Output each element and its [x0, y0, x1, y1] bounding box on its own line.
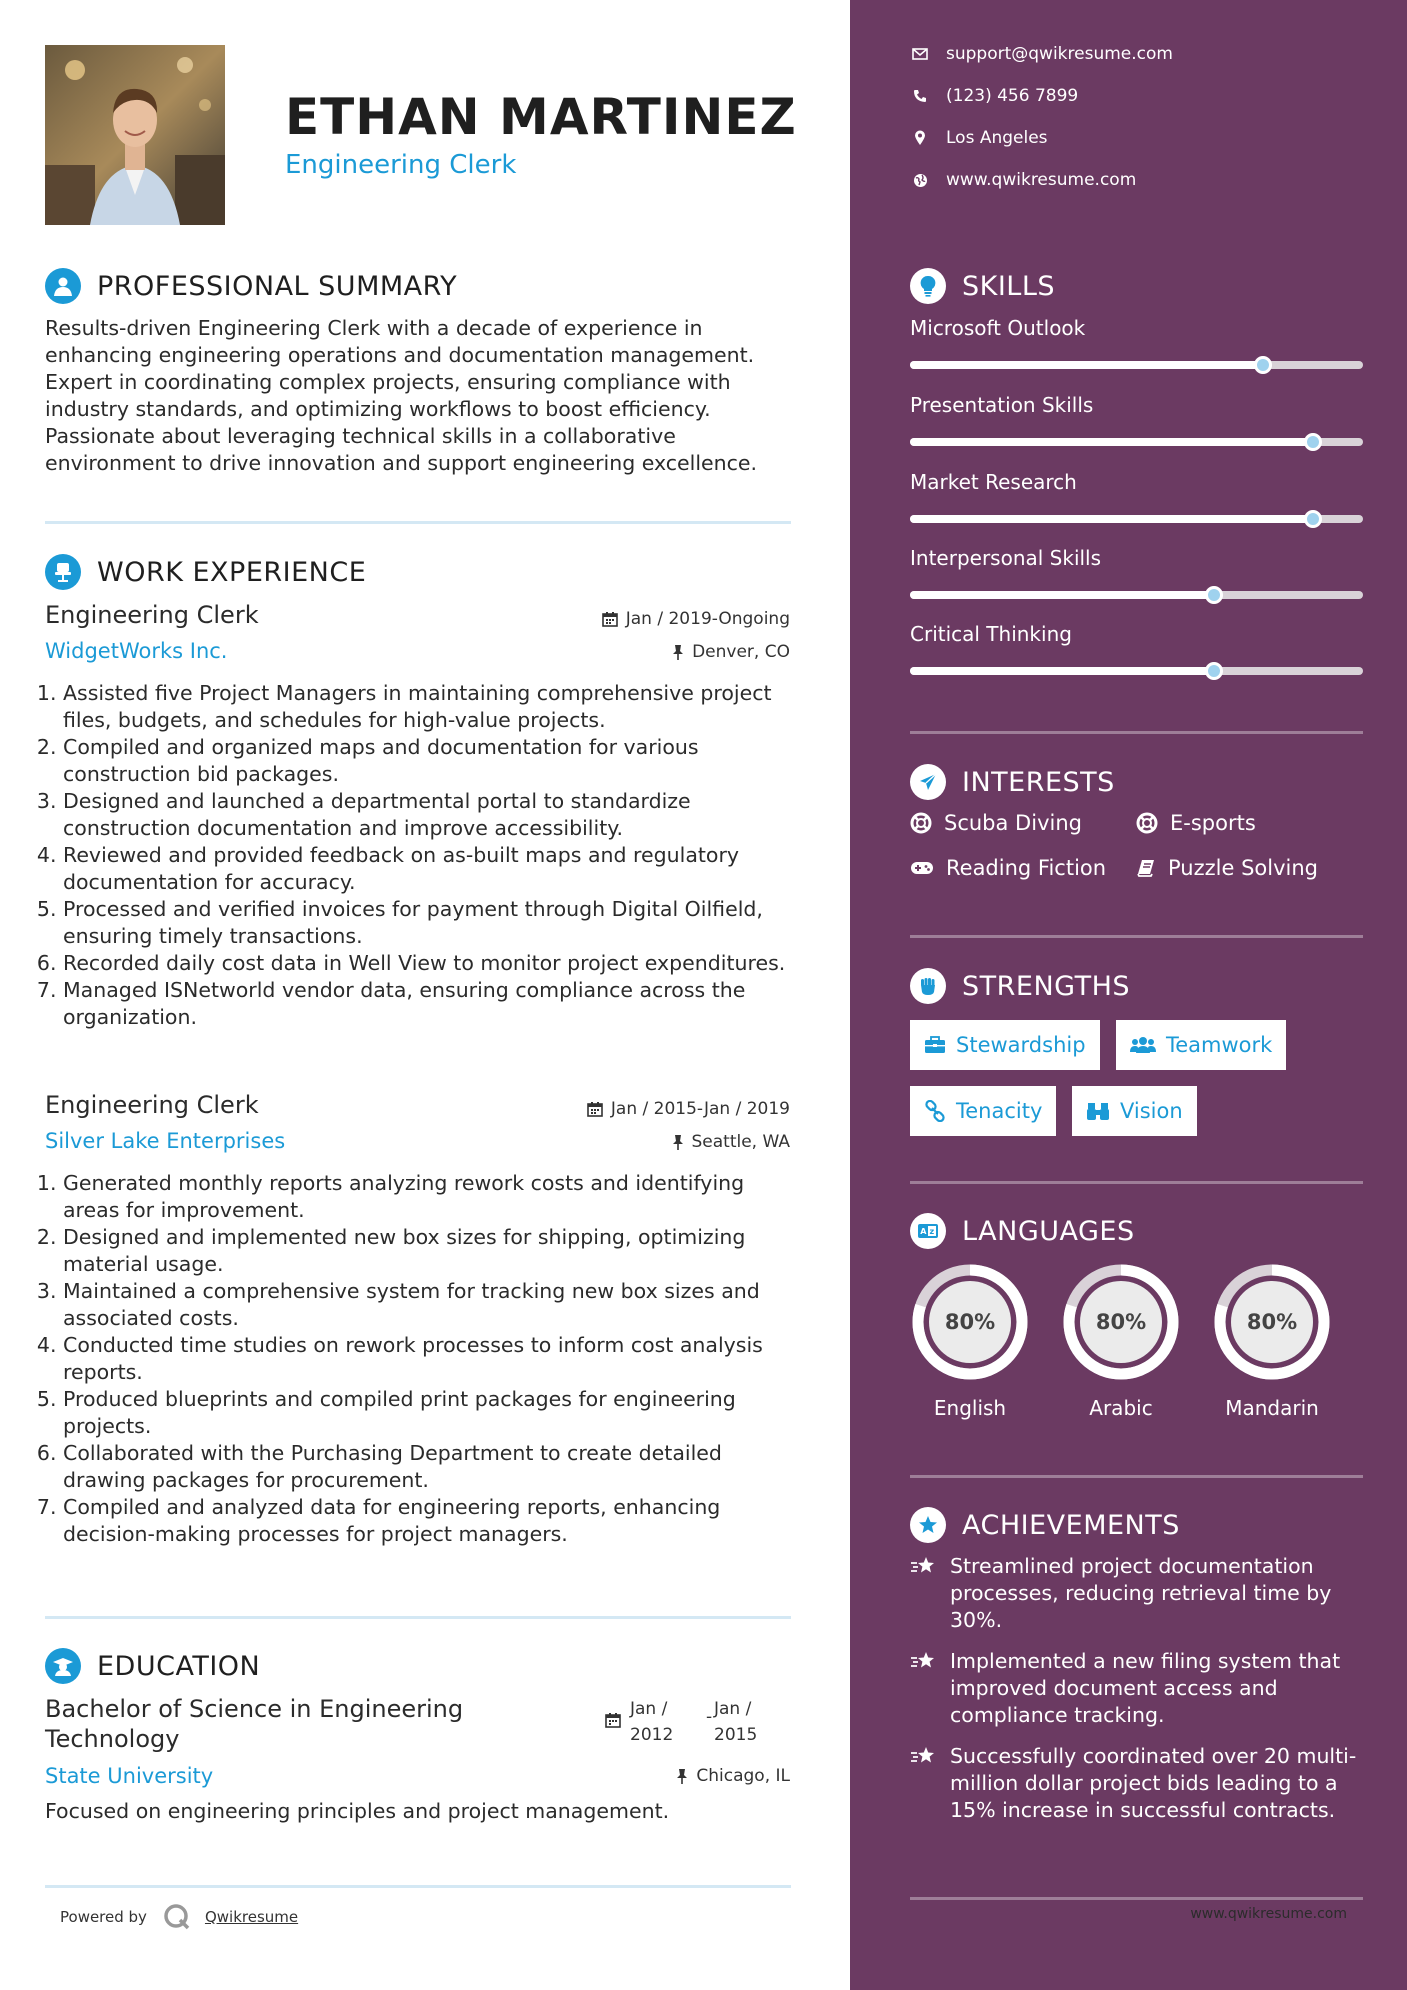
list-item: 4. Reviewed and provided feedback on as-built maps and regulatory documentation for accuracy.: [63, 842, 795, 896]
language-ring: [1061, 1262, 1181, 1382]
education-start-month: Jan /: [630, 1699, 668, 1719]
skills-title: SKILLS: [962, 270, 1056, 302]
summary-title: PROFESSIONAL SUMMARY: [97, 270, 458, 302]
achievements-heading: [910, 1507, 1180, 1543]
binoculars-icon: [1086, 1101, 1110, 1121]
calendar-icon: [605, 1712, 621, 1732]
job-1-bullets: [45, 680, 795, 1031]
skill-label: Critical Thinking: [910, 622, 1072, 646]
life-ring-icon: [910, 812, 932, 834]
contact-email[interactable]: [910, 44, 1173, 64]
interest-label: Reading Fiction: [946, 856, 1107, 880]
interest-item: [1136, 811, 1256, 835]
skill-fill: [910, 438, 1313, 446]
pin-icon: [676, 1768, 688, 1784]
list-item: 1. Generated monthly reports analyzing rework costs and identifying areas for improvement.: [63, 1170, 795, 1224]
contact-phone-text: (123) 456 7899: [946, 86, 1079, 106]
interest-label: E-sports: [1170, 811, 1256, 835]
divider: [910, 1181, 1363, 1184]
user-icon: [45, 268, 81, 304]
pin-icon: [672, 1134, 684, 1150]
contact-email-text: support@qwikresume.com: [946, 44, 1173, 64]
job-1-dates: [602, 609, 790, 629]
achievement-item: [910, 1553, 1370, 1634]
sidebar: [850, 0, 1407, 1990]
job-2-location-text: Seattle, WA: [691, 1132, 790, 1152]
shooting-star-icon: [910, 1555, 936, 1577]
strength-label: Vision: [1120, 1099, 1183, 1123]
job-1-company: WidgetWorks Inc.: [45, 639, 228, 663]
language-percent: 80%: [944, 1310, 996, 1334]
job-1-title: Engineering Clerk: [45, 601, 259, 629]
job-2-bullets: [45, 1170, 795, 1548]
shooting-star-icon: [910, 1650, 936, 1672]
translate-icon: [910, 1213, 946, 1249]
strength-label: Tenacity: [956, 1099, 1043, 1123]
education-end-year: 2015: [714, 1725, 758, 1745]
strengths-title: STRENGTHS: [962, 970, 1131, 1002]
strength-chip: [910, 1086, 1056, 1136]
job-2-title: Engineering Clerk: [45, 1091, 259, 1119]
education-end-date: [714, 1696, 757, 1748]
skills-heading: [910, 268, 1055, 304]
calendar-icon: [602, 611, 618, 627]
skill-label: Interpersonal Skills: [910, 546, 1102, 570]
language-label: Mandarin: [1225, 1396, 1319, 1420]
chair-icon: [45, 554, 81, 590]
skill-bar: [910, 438, 1363, 446]
briefcase-icon: [924, 1036, 946, 1054]
list-item: 4. Conducted time studies on rework processes to inform cost analysis reports.: [63, 1332, 795, 1386]
job-1-location-text: Denver, CO: [692, 642, 790, 662]
lightbulb-icon: [910, 268, 946, 304]
qwikresume-logo-icon: [163, 1903, 191, 1931]
language-percent: 80%: [1246, 1310, 1298, 1334]
interest-item: [910, 856, 1106, 880]
skill-knob: [1205, 662, 1223, 680]
job-1-location: [672, 642, 790, 662]
link-icon: [924, 1100, 946, 1122]
divider: [45, 1885, 791, 1888]
list-item: 2. Compiled and organized maps and documentation for various construction bid packages.: [63, 734, 795, 788]
footer-site[interactable]: www.qwikresume.com: [1190, 1906, 1347, 1922]
divider: [45, 521, 791, 524]
powered-by-label: Powered by: [60, 1908, 147, 1926]
contact-phone[interactable]: [910, 86, 1078, 106]
job-1-dates-text: Jan / 2019-Ongoing: [625, 609, 790, 629]
list-item: 6. Recorded daily cost data in Well View to monitor project expenditures.: [63, 950, 795, 977]
achievement-text: Streamlined project documentation processes, reducing retrieval time by 30%.: [950, 1554, 1332, 1632]
paper-plane-icon: [910, 764, 946, 800]
strength-chip: [910, 1020, 1100, 1070]
job-2-company: Silver Lake Enterprises: [45, 1129, 286, 1153]
svg-text:A: A: [920, 1227, 927, 1236]
skill-bar: [910, 515, 1363, 523]
interest-item: [1136, 856, 1318, 880]
interests-heading: [910, 764, 1115, 800]
experience-heading: [45, 554, 366, 590]
powered-by: [60, 1903, 298, 1931]
contact-website[interactable]: [910, 170, 1136, 190]
skill-fill: [910, 667, 1214, 675]
list-item: 5. Processed and verified invoices for payment through Digital Oilfield, ensuring timely transactions.: [63, 896, 795, 950]
skill-label: Market Research: [910, 470, 1077, 494]
life-ring-icon: [1136, 812, 1158, 834]
skill-knob: [1254, 356, 1272, 374]
graduate-icon: [45, 1648, 81, 1684]
strength-chip: [1072, 1086, 1197, 1136]
job-2-dates: [587, 1099, 790, 1119]
summary-text: Results-driven Engineering Clerk with a decade of experience in enhancing engineering operations and documentation management. Expert in coordinating complex projects, ensuring compliance with industry standards, and optimizing workflows to boost efficiency. Passionate about leveraging technical skills in a collaborative environment to drive innovation and support engineering excellence.: [45, 316, 758, 475]
education-location-text: Chicago, IL: [696, 1766, 790, 1786]
skill-label: Microsoft Outlook: [910, 316, 1086, 340]
education-degree: Bachelor of Science in Engineering Technology: [45, 1695, 464, 1753]
list-item: 1. Assisted five Project Managers in maintaining comprehensive project files, budgets, and schedules for high-value projects.: [63, 680, 795, 734]
fist-icon: [910, 968, 946, 1004]
education-start-date: [630, 1696, 673, 1748]
phone-icon: [913, 89, 927, 103]
list-item: 2. Designed and implemented new box sizes for shipping, optimizing material usage.: [63, 1224, 795, 1278]
skill-bar: [910, 591, 1363, 599]
gamepad-icon: [910, 860, 934, 876]
divider: [45, 1616, 791, 1619]
shooting-star-icon: [910, 1745, 936, 1767]
candidate-name: ETHAN MARTINEZ: [285, 88, 797, 146]
experience-title: WORK EXPERIENCE: [97, 556, 367, 588]
book-icon: [1136, 858, 1156, 878]
globe-icon: [913, 173, 928, 188]
achievement-text: Successfully coordinated over 20 multi-million dollar project bids leading to a 15% increase in successful contracts.: [950, 1744, 1357, 1822]
language-ring: [910, 1262, 1030, 1382]
divider: [910, 731, 1363, 734]
languages-title: LANGUAGES: [962, 1215, 1135, 1247]
education-title: EDUCATION: [97, 1650, 261, 1682]
star-badge-icon: [910, 1507, 946, 1543]
divider: [910, 935, 1363, 938]
job-2-location: [672, 1132, 791, 1152]
strength-label: Teamwork: [1166, 1033, 1273, 1057]
interest-label: Puzzle Solving: [1168, 856, 1318, 880]
divider: [910, 1897, 1363, 1900]
contact-location: [910, 128, 1048, 148]
language-ring: [1212, 1262, 1332, 1382]
education-end-month: Jan /: [714, 1699, 752, 1719]
candidate-role: Engineering Clerk: [285, 150, 517, 180]
strength-label: Stewardship: [956, 1033, 1086, 1057]
list-item: 6. Collaborated with the Purchasing Department to create detailed drawing packages for procurement.: [63, 1440, 795, 1494]
summary-heading: [45, 268, 457, 304]
list-item: 3. Maintained a comprehensive system for tracking new box sizes and associated costs.: [63, 1278, 795, 1332]
language-label: Arabic: [1089, 1396, 1153, 1420]
skill-knob: [1205, 586, 1223, 604]
interest-item: [910, 811, 1082, 835]
contact-location-text: Los Angeles: [946, 128, 1048, 148]
skill-fill: [910, 515, 1313, 523]
achievement-item: [910, 1648, 1370, 1729]
education-heading: [45, 1648, 260, 1684]
skill-label: Presentation Skills: [910, 393, 1094, 417]
strengths-heading: [910, 968, 1130, 1004]
contact-website-text: www.qwikresume.com: [946, 170, 1137, 190]
envelope-icon: [912, 48, 928, 60]
education-school: State University: [45, 1764, 214, 1788]
strength-chip: [1116, 1020, 1286, 1070]
skill-bar: [910, 667, 1363, 675]
skill-knob: [1304, 433, 1322, 451]
education-location: [676, 1766, 790, 1786]
list-item: 7. Compiled and analyzed data for engineering reports, enhancing decision-making processes for project managers.: [63, 1494, 795, 1548]
education-date-dash: -: [706, 1707, 713, 1727]
divider: [910, 1475, 1363, 1478]
map-marker-icon: [914, 130, 926, 146]
profile-photo: [45, 45, 225, 225]
achievement-text: Implemented a new filing system that improved document access and compliance tracking.: [950, 1649, 1341, 1727]
skill-bar: [910, 361, 1363, 369]
list-item: 7. Managed ISNetworld vendor data, ensuring compliance across the organization.: [63, 977, 795, 1031]
skill-fill: [910, 591, 1214, 599]
education-start-year: 2012: [630, 1725, 674, 1745]
calendar-icon: [587, 1101, 603, 1117]
languages-heading: [910, 1213, 1135, 1249]
skill-fill: [910, 361, 1263, 369]
interests-title: INTERESTS: [962, 766, 1115, 798]
qwikresume-link[interactable]: Qwikresume: [204, 1908, 299, 1926]
language-percent: 80%: [1095, 1310, 1147, 1334]
achievements-title: ACHIEVEMENTS: [962, 1509, 1180, 1541]
language-label: English: [933, 1396, 1007, 1420]
job-2-dates-text: Jan / 2015-Jan / 2019: [610, 1099, 790, 1119]
achievement-item: [910, 1743, 1370, 1824]
list-item: 5. Produced blueprints and compiled print packages for engineering projects.: [63, 1386, 795, 1440]
education-description: Focused on engineering principles and project management.: [45, 1799, 670, 1823]
interest-label: Scuba Diving: [944, 811, 1082, 835]
users-icon: [1130, 1036, 1156, 1054]
skill-knob: [1304, 510, 1322, 528]
svg-text:z: z: [929, 1227, 935, 1236]
list-item: 3. Designed and launched a departmental portal to standardize construction documentation and improve accessibility.: [63, 788, 795, 842]
pin-icon: [672, 644, 684, 660]
